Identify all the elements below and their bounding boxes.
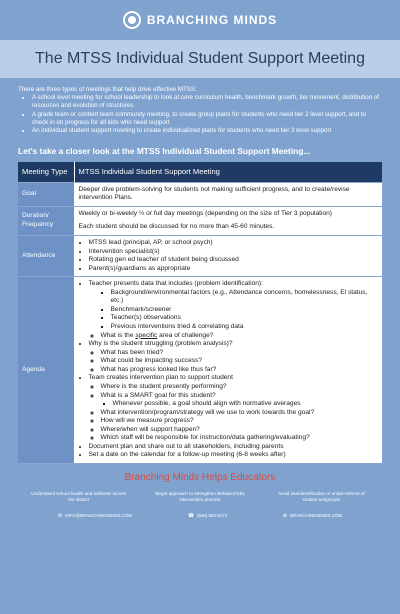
title-banner bbox=[0, 40, 400, 78]
list-item: ▪ Benchmark/screener bbox=[111, 306, 379, 315]
benefit-3: Avoid overidentification or under-referral of student subgroups bbox=[277, 491, 365, 503]
mail-icon: ✉ bbox=[57, 513, 63, 520]
attendance-list bbox=[79, 239, 379, 273]
table-row-attendance bbox=[18, 235, 382, 276]
agenda-list bbox=[79, 280, 379, 460]
list-item: ◦ What has been tried? bbox=[101, 349, 379, 358]
list-item: • Rotating gen ed teacher of student being discussed bbox=[89, 256, 379, 265]
intro-item: • A school level meeting for school leadership to look at core curriculum health, benchmark growth, tier movement, distribution of resources and evolution of structures bbox=[32, 94, 382, 110]
agenda-item-text: Why is the student struggling (problem analysis)? bbox=[88, 340, 233, 348]
meeting-table bbox=[18, 162, 382, 464]
brand-name: BRANCHING MINDS bbox=[146, 13, 278, 27]
footer-benefits bbox=[0, 483, 400, 503]
intro-item: • A grade team or content team community meeting, to create group plans for students who need tier 2 level support, and to check in on progress for all kids who need support bbox=[32, 111, 382, 127]
globe-icon: ⊕ bbox=[282, 513, 288, 520]
benefit-2: Target approach to strengthen Behavior/SEL intervention practice bbox=[154, 491, 246, 503]
intro-lead: There are three types of meetings that help drive effective MTSS: bbox=[18, 86, 197, 93]
list-item: ◦ What is the specific area of challenge? bbox=[101, 332, 379, 341]
benefit-1: Understand school health and wellness across the district bbox=[31, 491, 127, 503]
list-item: ◦ Where is the student presently performing? bbox=[101, 383, 379, 392]
list-item: ◦ How will we measure progress? bbox=[101, 417, 379, 426]
list-item: • Parent(s)/guardians as appropriate bbox=[89, 265, 379, 274]
table-row-agenda bbox=[18, 277, 382, 464]
phone-icon: ☎ bbox=[187, 513, 195, 520]
list-item bbox=[89, 340, 379, 374]
intro-item: • An individual student support meeting to create individualized plans for students who need tier 3 level support bbox=[32, 127, 382, 135]
contact-bar bbox=[0, 503, 400, 519]
list-item: ◦ Which staff will be responsible for instruction/data gathering/evaluating? bbox=[101, 434, 379, 443]
table-row-duration bbox=[18, 206, 382, 235]
agenda-item-text: Team creates intervention plan to support student bbox=[88, 374, 233, 382]
agenda-label: Agenda bbox=[18, 277, 74, 464]
agenda-item-text: Teacher presents data that includes (problem identification): bbox=[88, 280, 263, 288]
list-item: ▪ Teacher(s) observations bbox=[111, 314, 379, 323]
list-item: ▪ Whenever possible, a goal should align with normative averages bbox=[113, 400, 379, 409]
list-item: ▪ Previous interventions tried & correlating data bbox=[111, 323, 379, 332]
list-item: ◦ What is a SMART goal for this student? ▪ Whenever possible, a goal should align with normative averages bbox=[101, 392, 379, 409]
list-item: • Set a date on the calendar for a follow-up meeting (6-8 weeks after) bbox=[89, 451, 379, 460]
list-item: ◦ What intervention/program/strategy will we use to work towards the goal? bbox=[101, 409, 379, 418]
list-item: ◦ What could be impacting success? bbox=[101, 357, 379, 366]
goal-text: Deeper dive problem-solving for students not making sufficient progress, and to create/revise intervention Plans. bbox=[74, 182, 382, 206]
list-item: ◦ What has progress looked like thus far? bbox=[101, 366, 379, 375]
list-item bbox=[89, 280, 379, 340]
list-item: • MTSS lead (principal, AP, or school psych) bbox=[89, 239, 379, 248]
table-row-goal bbox=[18, 182, 382, 206]
intro-list bbox=[18, 94, 382, 135]
section-heading: Let's take a closer look at the MTSS Individual Student Support Meeting... bbox=[18, 145, 311, 156]
list-item: • Intervention specialist(s) bbox=[89, 248, 379, 257]
list-item: ▪ Background/environmental factors (e.g., Attendance concerns, homelessness, El status, etc.) bbox=[111, 289, 379, 306]
list-item: ◦ Where/when will support happen? bbox=[101, 426, 379, 435]
page-title: The MTSS Individual Student Support Meeting bbox=[35, 50, 365, 67]
header-value: MTSS Individual Student Support Meeting bbox=[74, 162, 382, 182]
list-item bbox=[89, 374, 379, 443]
attendance-label: Attendance bbox=[18, 235, 74, 276]
duration-note: Each student should be discussed for no more than 45-60 minutes. bbox=[78, 223, 275, 231]
goal-label: Goal bbox=[18, 182, 74, 206]
website-link[interactable]: ⊕ BRANCHINGMINDS.COM bbox=[282, 513, 343, 520]
header bbox=[0, 0, 400, 40]
duration-label: Duration/ Frequency bbox=[18, 206, 74, 235]
intro bbox=[0, 78, 400, 140]
footer-title: Branching Minds Helps Educators bbox=[124, 472, 276, 484]
phone-link[interactable]: ☎ (646) 693-5174 bbox=[187, 513, 228, 520]
header-label: Meeting Type bbox=[18, 162, 74, 182]
list-item: • Document plan and share out to all stakeholders, including parents bbox=[89, 443, 379, 452]
email-link[interactable]: ✉ INFO@BRANCHINGMINDS.COM bbox=[57, 513, 133, 520]
duration-text: Weekly or bi-weekly ½ or full day meetings (depending on the size of Tier 3 population) bbox=[78, 209, 333, 217]
logo-icon bbox=[123, 11, 141, 29]
underlined-word: specific bbox=[135, 331, 158, 339]
table-header-row bbox=[18, 162, 382, 182]
